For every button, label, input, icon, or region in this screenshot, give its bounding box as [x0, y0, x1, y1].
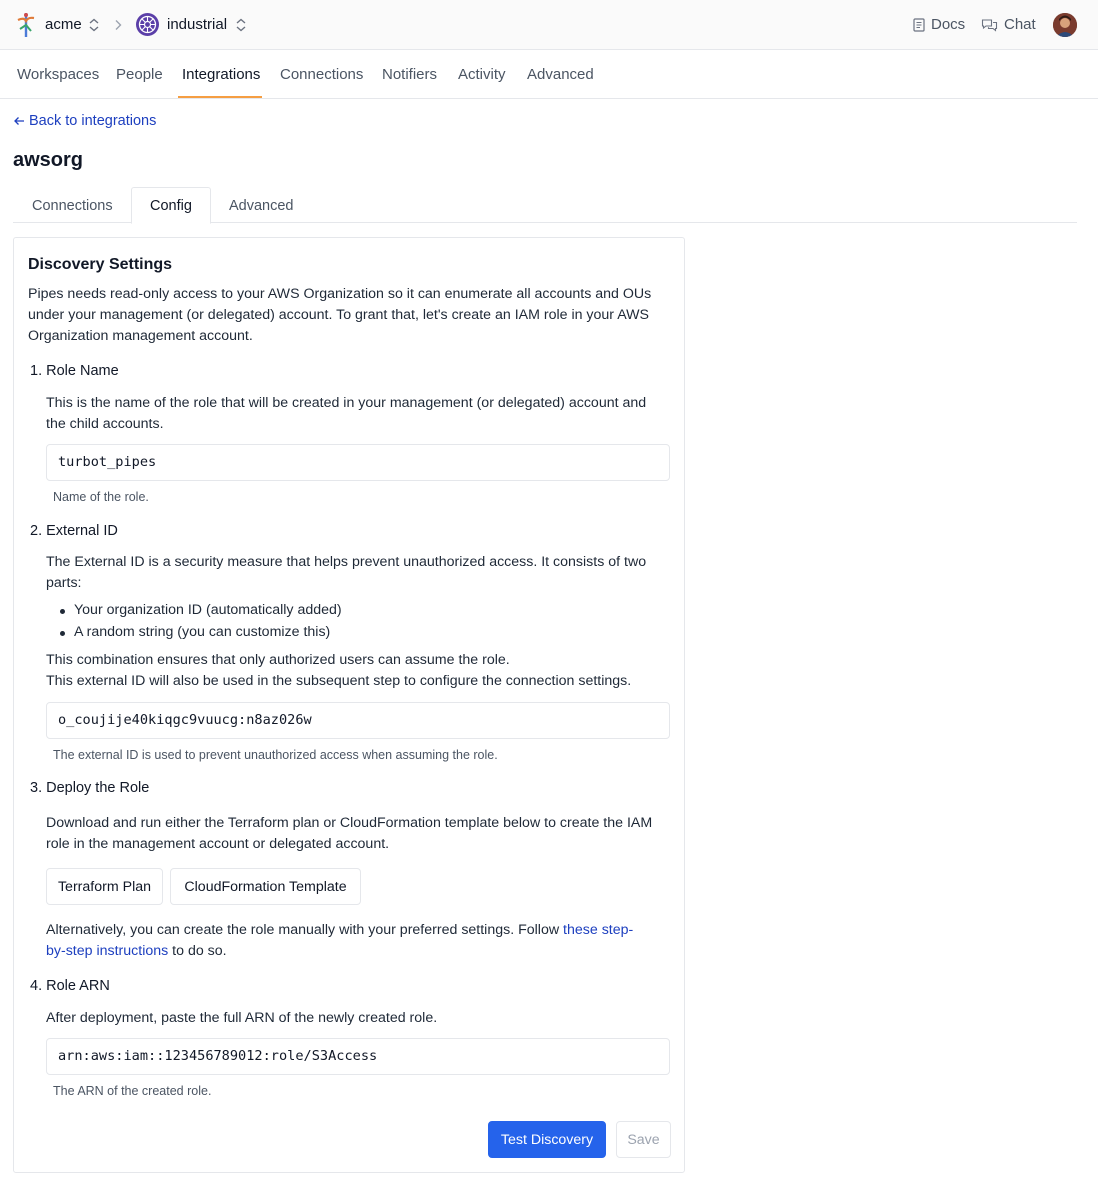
chat-label: Chat	[1004, 16, 1036, 33]
org-name[interactable]: acme	[45, 16, 82, 33]
role-name-input[interactable]: turbot_pipes	[46, 444, 670, 481]
chat-link[interactable]	[981, 16, 1036, 33]
step3-desc-line-2: role in the management account or delegated account.	[46, 836, 390, 852]
bullet-org-id: Your organization ID (automatically added)	[74, 602, 342, 618]
alt-text-prefix: Alternatively, you can create the role manually with your preferred settings. Follow	[46, 922, 564, 938]
nav-notifiers[interactable]: Notifiers	[382, 66, 438, 83]
nav-people[interactable]: People	[116, 66, 163, 83]
acme-logo-icon[interactable]	[14, 11, 38, 39]
step-external-id-title: 2. External ID	[30, 523, 118, 539]
step2-desc-line-1: The External ID is a security measure that helps prevent unauthorized access. It consists of two	[46, 554, 647, 570]
step3-desc-line-1: Download and run either the Terraform plan or CloudFormation template below to create the IAM	[46, 815, 653, 831]
docs-label: Docs	[931, 16, 966, 33]
nav-activity[interactable]: Activity	[458, 66, 506, 83]
terraform-plan-button[interactable]: Terraform Plan	[46, 868, 163, 905]
industrial-logo-icon[interactable]	[135, 12, 160, 37]
subtab-config[interactable]: Config	[150, 198, 192, 214]
step1-desc-line-1: This is the name of the role that will be created in your management (or delegated) account and	[46, 395, 647, 411]
nav-integrations[interactable]: Integrations	[182, 66, 261, 83]
step4-desc: After deployment, paste the full ARN of the newly created role.	[46, 1010, 438, 1026]
intro-line-2: under your management (or delegated) account. To grant that, let's create an IAM role in your AWS	[28, 307, 649, 323]
updown-icon[interactable]	[235, 18, 247, 32]
back-link-label: Back to integrations	[29, 113, 157, 129]
role-arn-input[interactable]: arn:aws:iam::123456789012:role/S3Access	[46, 1038, 670, 1075]
step2-after-line-1: This combination ensures that only authorized users can assume the role.	[46, 652, 510, 668]
workspace-name[interactable]: industrial	[167, 16, 228, 33]
cloudformation-template-button[interactable]: CloudFormation Template	[170, 868, 361, 905]
step-deploy-title: 3. Deploy the Role	[30, 780, 150, 796]
step2-desc-line-2: parts:	[46, 575, 82, 591]
intro-line-1: Pipes needs read-only access to your AWS Organization so it can enumerate all accounts and OUs	[28, 286, 652, 302]
updown-icon[interactable]	[88, 18, 100, 32]
arrow-left-icon	[13, 116, 25, 126]
nav-connections[interactable]: Connections	[280, 66, 364, 83]
sub-tabs	[13, 187, 1077, 223]
alt-text-suffix: to do so.	[168, 943, 227, 959]
top-bar	[0, 0, 1098, 50]
nav-advanced[interactable]: Advanced	[527, 66, 594, 83]
subtab-connections[interactable]: Connections	[32, 198, 113, 214]
nav-workspaces[interactable]: Workspaces	[17, 66, 100, 83]
step-role-name-title: 1. Role Name	[30, 363, 119, 379]
instructions-link-part-1[interactable]: these step-	[563, 922, 634, 938]
external-id-input[interactable]: o_coujije40kiqgc9vuucg:n8az026w	[46, 702, 670, 739]
step3-alt-line-1	[46, 920, 633, 941]
main-nav	[0, 50, 1098, 99]
chat-icon	[981, 18, 998, 32]
external-id-help: The external ID is used to prevent unauthorized access when assuming the role.	[53, 748, 498, 762]
step-role-arn-title: 4. Role ARN	[30, 978, 110, 994]
active-tab-indicator	[178, 96, 262, 98]
step1-desc-line-2: the child accounts.	[46, 416, 164, 432]
back-to-integrations-link[interactable]	[13, 113, 156, 129]
intro-line-3: Organization management account.	[28, 328, 253, 344]
test-discovery-button[interactable]: Test Discovery	[488, 1121, 606, 1158]
step3-alt-line-2	[46, 941, 227, 962]
discovery-heading: Discovery Settings	[28, 256, 173, 273]
avatar[interactable]	[1053, 13, 1077, 37]
step2-after-line-2: This external ID will also be used in the subsequent step to configure the connection settings.	[46, 673, 632, 689]
role-arn-help: The ARN of the created role.	[53, 1084, 212, 1098]
docs-icon	[913, 18, 925, 32]
bullet-random-string: A random string (you can customize this)	[74, 624, 331, 640]
instructions-link-part-2[interactable]: by-step instructions	[46, 943, 169, 959]
role-name-help: Name of the role.	[53, 490, 149, 504]
docs-link[interactable]	[913, 16, 965, 33]
subtab-advanced[interactable]: Advanced	[229, 198, 294, 214]
discovery-settings-card	[13, 237, 685, 1173]
save-button[interactable]: Save	[616, 1121, 671, 1158]
page-title: awsorg	[13, 149, 84, 171]
chevron-right-icon	[113, 19, 123, 31]
